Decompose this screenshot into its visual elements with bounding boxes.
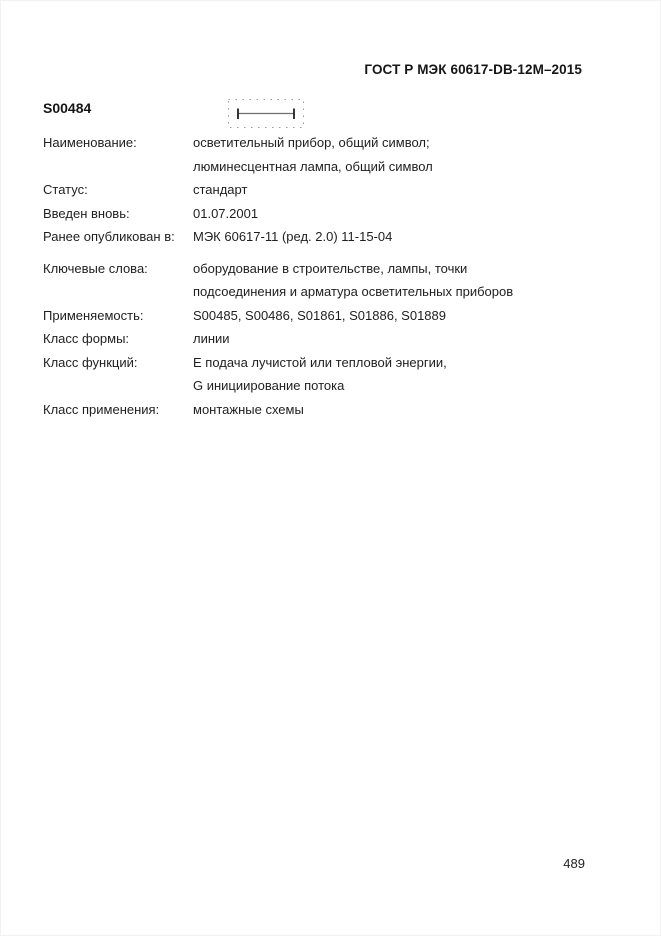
field-label: Класс формы: [43,331,130,346]
field-label: Класс функций: [43,354,138,370]
field-value [193,327,603,351]
luminaire-symbol-icon [228,99,304,129]
field-value-line: оборудование в строительстве, лампы, точки [193,260,468,276]
field-value-line: подсоединения и арматура осветительных приборов [193,284,514,299]
field-row-keywords [43,257,603,304]
field-value-line: стандарт [193,182,248,197]
field-value-line: 01.07.2001 [193,205,259,221]
page-number: 489 [563,856,585,871]
field-value-line: МЭК 60617-11 (ред. 2.0) 11-15-04 [193,229,393,244]
luminaire-symbol-figure [228,99,304,129]
entry-fields [43,131,603,421]
field-row-form-class [43,327,603,351]
document-code-header: ГОСТ Р МЭК 60617-DB-12M–2015 [364,62,582,77]
field-row-application-class [43,398,603,422]
field-row-function-class [43,351,603,398]
field-label: Наименование: [43,135,137,150]
field-label: Статус: [43,182,88,197]
field-label: Класс применения: [43,401,160,417]
field-value [193,257,603,304]
symbol-id: S00484 [43,100,92,116]
field-row-reintroduced [43,202,603,226]
field-value [193,304,603,328]
field-value-line: линии [193,331,230,346]
field-row-applicability [43,304,603,328]
field-value [193,351,603,398]
field-value-line: люминесцентная лампа, общий символ [193,158,433,174]
field-value-line: осветительный прибор, общий символ; [193,135,430,150]
field-row-previously-published [43,225,603,249]
field-value-line: E подача лучистой или тепловой энергии, [193,354,447,370]
field-label: Введен вновь: [43,205,130,221]
field-row-status [43,178,603,202]
field-value-line: G инициирование потока [193,378,345,393]
field-value-line: монтажные схемы [193,401,304,417]
field-label: Применяемость: [43,307,144,323]
field-label: Ранее опубликован в: [43,229,175,244]
field-value [193,178,603,202]
field-value [193,225,603,249]
field-row-name [43,131,603,178]
field-value [193,131,603,178]
field-value [193,202,603,226]
field-value [193,398,603,422]
field-value-line: S00485, S00486, S01861, S01886, S01889 [193,307,446,323]
field-label: Ключевые слова: [43,260,148,276]
